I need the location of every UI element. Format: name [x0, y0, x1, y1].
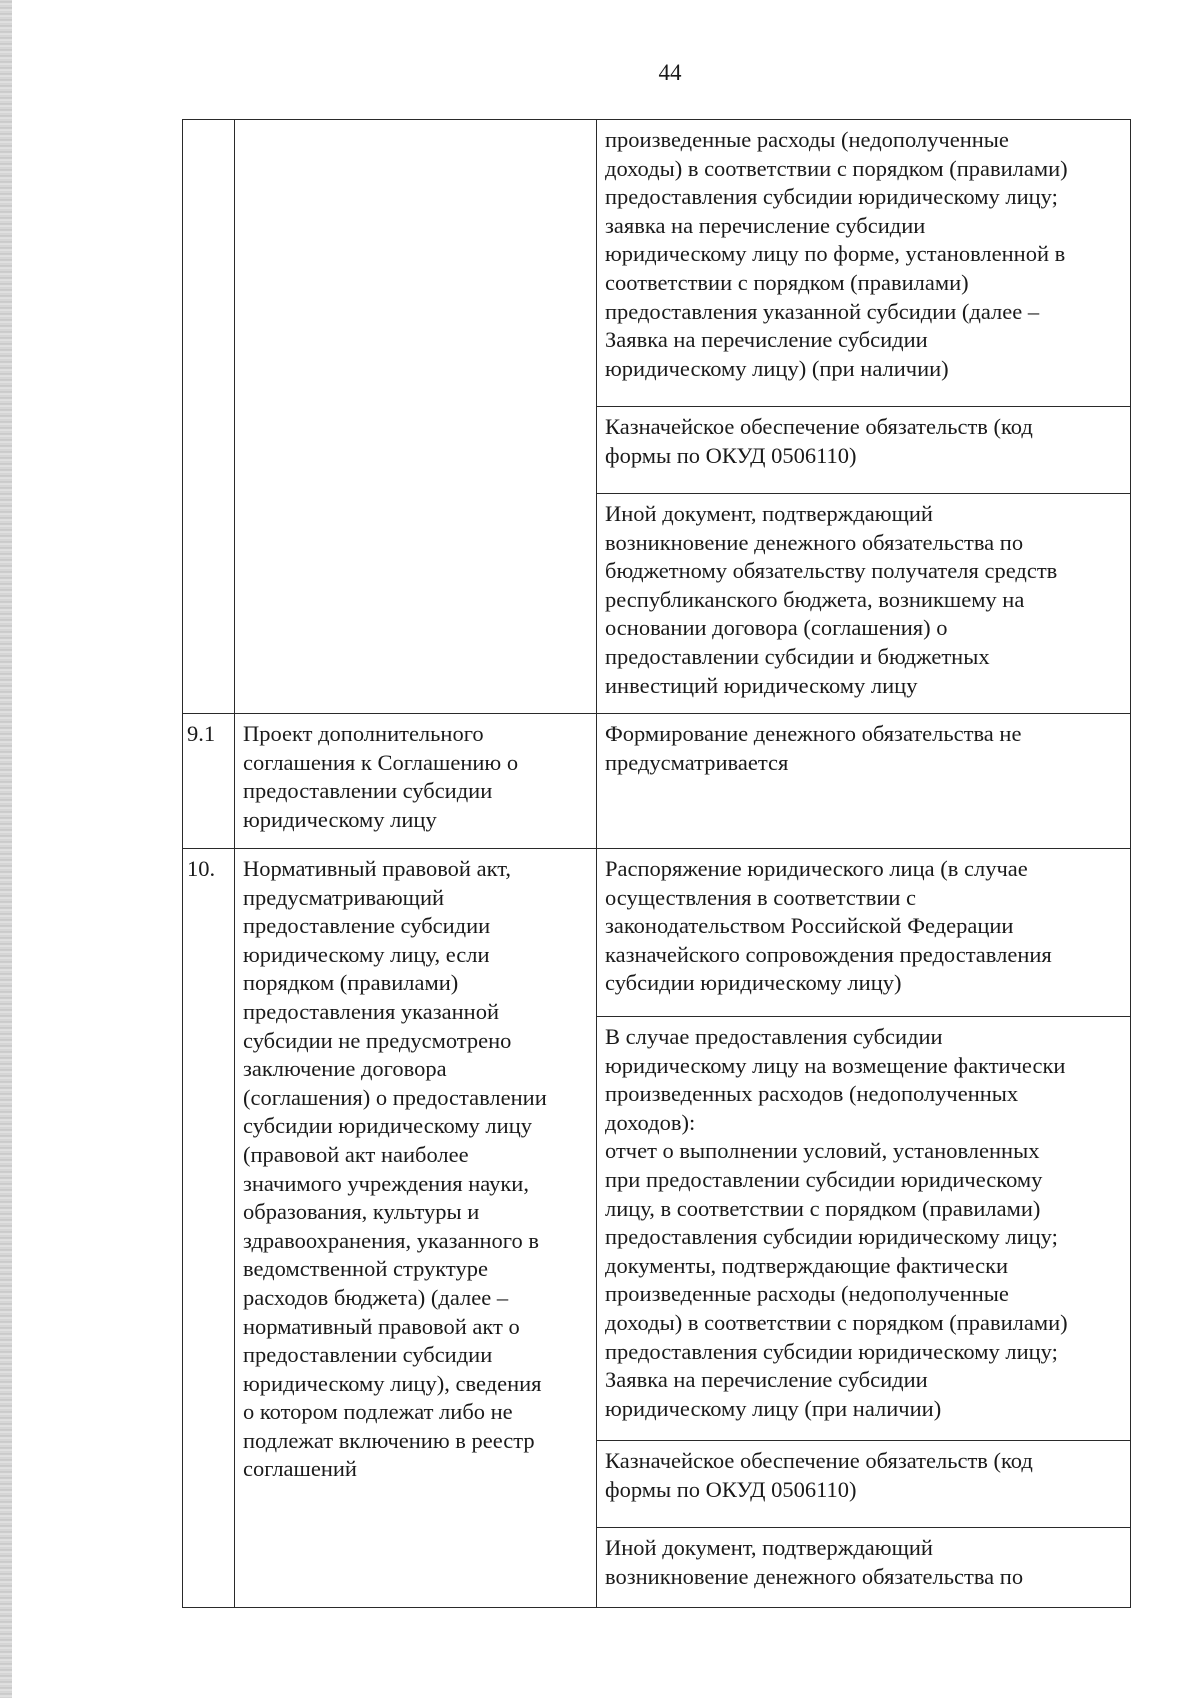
confirmation-document-cell: Формирование денежного обязательства не предусматривается — [597, 714, 1131, 849]
confirmation-document-cell: В случае предоставления субсидии юридическому лицу на возмещение фактически произведенных расходов (недополученных доходов): отчет о выполнении условий, установленных при предоставлении субсидии юридическому лицу, в соответствии с порядком (правилами) предоставления субсидии юридическому лицу; документы, подтверждающие фактически произведенные расходы (недополученные доходы) в соответствии с порядком (правилами) предоставления субсидии юридическому лицу; Заявка на перечисление субсидии юридическому лицу (при наличии) — [597, 1017, 1131, 1441]
table-row — [183, 120, 1131, 407]
confirmation-document-cell: Иной документ, подтверждающий возникновение денежного обязательства по бюджетному обязательству получателя средств республиканского бюджета, возникшему на основании договора (соглашения) о предоставлении субсидии и бюджетных инвестиций юридическому лицу — [597, 494, 1131, 714]
confirmation-document-cell: Иной документ, подтверждающий возникновение денежного обязательства по — [597, 1528, 1131, 1608]
document-name-cell — [235, 120, 597, 714]
page-number: 44 — [658, 60, 682, 85]
confirmation-document-cell: Казначейское обеспечение обязательств (код формы по ОКУД 0506110) — [597, 407, 1131, 494]
confirmation-document-cell: произведенные расходы (недополученные доходы) в соответствии с порядком (правилами) предоставления субсидии юридическому лицу; заявка на перечисление субсидии юридическому лицу по форме, установленной в соответствии с порядком (правилами) предоставления указанной субсидии (далее – Заявка на перечисление субсидии юридическому лицу) (при наличии) — [597, 120, 1131, 407]
confirmation-document-cell: Распоряжение юридического лица (в случае осуществления в соответствии с законодательством Российской Федерации казначейского сопровождения предоставления субсидии юридическому лицу) — [597, 849, 1131, 1017]
table-row — [183, 714, 1131, 849]
table-row — [183, 849, 1131, 1017]
document-table — [182, 119, 1131, 1608]
row-number-cell — [183, 120, 235, 714]
row-number-cell: 10. — [183, 849, 235, 1608]
confirmation-document-cell: Казначейское обеспечение обязательств (код формы по ОКУД 0506110) — [597, 1441, 1131, 1528]
document-name-cell: Нормативный правовой акт, предусматривающий предоставление субсидии юридическому лицу, если порядком (правилами) предоставления указанной субсидии не предусмотрено заключение договора (соглашения) о предоставлении субсидии юридическому лицу (правовой акт наиболее значимого учреждения науки, образования, культуры и здравоохранения, указанного в ведомственной структуре расходов бюджета) (далее – нормативный правовой акт о предоставлении субсидии юридическому лицу), сведения о котором подлежат либо не подлежат включению в реестр соглашений — [235, 849, 597, 1608]
document-name-cell: Проект дополнительного соглашения к Соглашению о предоставлении субсидии юридическому лицу — [235, 714, 597, 849]
scan-edge — [0, 0, 12, 1698]
row-number-cell: 9.1 — [183, 714, 235, 849]
